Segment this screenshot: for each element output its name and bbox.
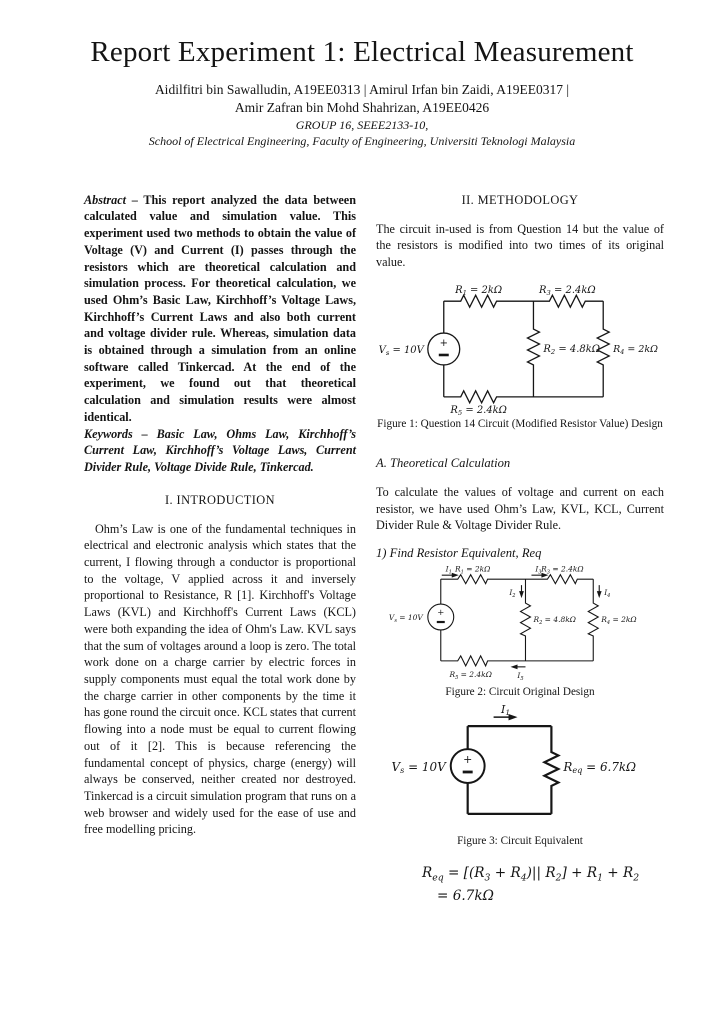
req-label: Req = 6.7kΩ <box>563 759 637 775</box>
current-arrows <box>442 573 602 669</box>
subsection-a-heading: A. Theoretical Calculation <box>376 455 511 470</box>
vs-label: $V_s = 10V$ <box>388 612 423 624</box>
section-heading-methodology: II. METHODOLOGY <box>461 192 579 207</box>
figure-3 <box>376 704 664 847</box>
r4-label: $R_4 = 2k\Omega$ <box>601 614 637 626</box>
bottom-rail-with-r5 <box>444 391 603 403</box>
i2-arrowhead <box>519 591 524 598</box>
affiliation-line: School of Electrical Engineering, Faculty of Engineering, Universiti Teknologi Malaysia <box>148 134 576 149</box>
r2-label: $R_2 = 4.8k\Omega$ <box>533 614 576 626</box>
vs-label: Vs = 10V <box>391 759 446 775</box>
group-line: GROUP 16, SEEE2133-10, <box>295 117 429 132</box>
right-branch-r4 <box>588 579 598 661</box>
figure-3-caption: Figure 3: Circuit Equivalent <box>457 834 583 847</box>
authors-line-2: Amir Zafran bin Mohd Shahrizan, A19EE0426 <box>234 99 490 115</box>
r2-label: $R_2 = 4.8k\Omega$ <box>543 343 601 356</box>
loop-with-req <box>468 726 559 814</box>
figure-3-circuit-svg <box>376 704 665 834</box>
plus-sign: + <box>437 606 445 617</box>
r3-label: $R_3 = 2.4k\Omega$ <box>541 564 584 576</box>
voltage-source-polarity <box>463 753 473 772</box>
figure-2 <box>376 565 664 698</box>
figure-2-caption: Figure 2: Circuit Original Design <box>445 685 595 698</box>
req-equation <box>376 863 664 906</box>
r5-label: $R_5 = 2.4k\Omega$ <box>449 669 492 681</box>
bottom-rail-with-r5 <box>441 656 593 666</box>
voltage-source-polarity <box>437 607 445 622</box>
introduction-paragraph: Ohm’s Law is one of the fundamental techniques in electrical and electronic analysis which states that the current, I flowing through a conductor is proportional to the voltage, V applied across it and inversely proportional to Resistance, R [1]. Kirchhoff's Voltage Laws (KVL) and Kirchhoff's Current Laws (KCL) were both expanding the idea of Ohm's Law. KVL says that the sum of voltages around a loop is zero. The total work done on a charge carrier by electric forces in supply components must equal the total work done by the charge carrier in other components by the time it has gone round the circuit once. KCL states that current flowing into a node must be equal to current flowing out of it [2]. This is because referencing the fundamental concept of physics, charge (energy) will always be conserved, neither created nor destroyed. Tinkercad is a circuit simulation program that runs on a web browser and widely used for the ease of use and free modelling pricing. <box>84 521 356 837</box>
methodology-paragraph: The circuit in-used is from Question 14 but the value of the resistors is modified into two times of its original value. <box>376 221 664 270</box>
right-column <box>376 192 664 906</box>
theoretical-paragraph: To calculate the values of voltage and current on each resistor, we have used Ohm’s Law, KVL, KCL, Current Divider Rule & Voltage Divider Rule. <box>376 484 664 533</box>
r1-label: $R_1 = 2k\Omega$ <box>455 285 503 298</box>
plus-sign: + <box>463 752 473 766</box>
step-1-heading: 1) Find Resistor Equivalent, Req <box>376 545 542 560</box>
section-heading-introduction: I. INTRODUCTION <box>165 492 275 507</box>
left-column <box>84 192 356 838</box>
r4-label: $R_4 = 2k\Omega$ <box>613 343 658 356</box>
r1-label: $R_1 = 2k\Omega$ <box>454 564 491 576</box>
middle-branch-r2 <box>527 301 539 397</box>
paper-header <box>0 0 724 150</box>
paper-title: Report Experiment 1: Electrical Measurement <box>90 36 634 68</box>
req-equation-line-1: $R_{eq} = [(R_3 + R_4)||$ $R_2] + R_1 + R_2$ <box>422 864 640 884</box>
plus-sign: + <box>439 337 448 349</box>
voltage-source-polarity <box>439 338 449 355</box>
i1-label: I1 <box>501 703 511 718</box>
i1-label: $I_1$ <box>445 564 452 576</box>
abstract-label: Abstract <box>84 192 126 207</box>
i2-label: $I_2$ <box>509 588 516 600</box>
figure-1-circuit-svg <box>376 285 665 417</box>
keywords-paragraph: Keywords – Basic Law, Ohms Law, Kirchhoff’s Current Law, Kirchhoff’s Voltage Laws, Current Divider Rule, Voltage Divide Rule, Tinkercad. <box>84 426 356 474</box>
i4-arrowhead <box>597 591 602 598</box>
authors-line-1: Aidilfitri bin Sawalludin, A19EE0313 | Amirul Irfan bin Zaidi, A19EE0317 | <box>154 82 570 97</box>
figure-2-circuit-svg <box>376 565 665 685</box>
top-rail-with-r1-r3 <box>444 295 603 307</box>
abstract-text: – This report analyzed the data between calculated value and simulation value. This experiment used two methods to obtain the value of Voltage (V) and Current (I) passes through the resistors which are theoretical calculation and simulation process. For theoretical calculation, we used Ohm’s Basic Law, Kirchhoff’s Voltage Laws, Kirchhoff’s Current Laws and also both current and voltage divider rule. Whereas, simulation data is obtained through a simulation from an online software called Tinkercad. At the end of the experiment, we found out that theoretical calculation and simulation results were almost identical. <box>84 192 356 424</box>
i5-label: $I_5$ <box>517 670 524 682</box>
figure-3-wires <box>451 726 559 814</box>
i5-arrowhead <box>511 664 518 669</box>
i3-label: $I_3$ <box>535 564 542 576</box>
top-rail-with-r1-r3 <box>441 575 593 584</box>
abstract-paragraph <box>84 192 356 426</box>
two-column-body <box>0 150 724 906</box>
i4-label: $I_4$ <box>604 588 611 600</box>
req-equation-line-2: = 6.7kΩ <box>437 887 494 904</box>
r5-label: $R_5 = 2.4k\Omega$ <box>450 404 507 417</box>
r3-label: $R_3 = 2.4k\Omega$ <box>539 285 596 298</box>
figure-1-caption: Figure 1: Question 14 Circuit (Modified Resistor Value) Design <box>377 417 663 430</box>
vs-label: $V_s = 10V$ <box>378 344 424 357</box>
figure-1 <box>376 285 664 430</box>
